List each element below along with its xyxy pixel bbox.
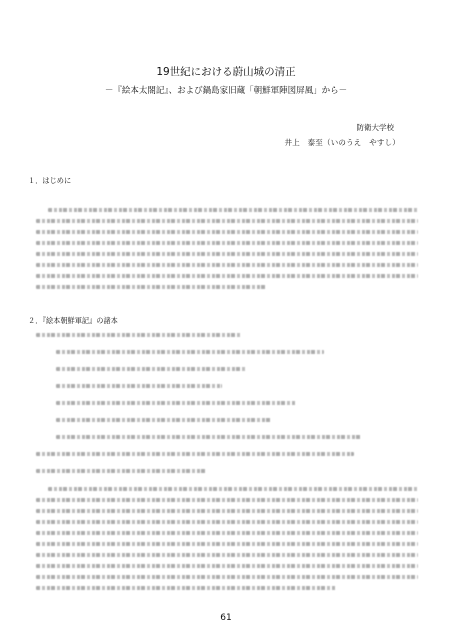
section-heading-introduction: １．はじめに xyxy=(28,176,72,185)
text-line xyxy=(36,586,336,590)
text-line xyxy=(48,208,418,212)
page-number: 61 xyxy=(220,613,232,623)
list-item xyxy=(56,367,246,371)
text-line xyxy=(36,498,418,502)
author-name: 井上 泰至（いのうえ やすし） xyxy=(284,138,400,147)
text-line xyxy=(36,520,418,524)
list-item xyxy=(36,469,206,473)
author-affiliation: 防衛大学校 xyxy=(356,123,394,132)
text-line xyxy=(36,531,418,535)
section-heading-editions: ２．『絵本朝鮮軍記』の諸本 xyxy=(28,316,118,325)
text-line xyxy=(36,263,418,267)
list-item xyxy=(56,418,271,422)
text-line xyxy=(48,487,418,491)
text-line xyxy=(36,553,418,557)
text-line xyxy=(36,575,418,579)
list-item xyxy=(56,435,362,439)
text-line xyxy=(36,219,418,223)
text-line xyxy=(36,252,418,256)
text-line xyxy=(36,285,266,289)
paper-title: 19世紀における蔚山城の清正 xyxy=(156,66,296,78)
list-item xyxy=(56,401,296,405)
text-line xyxy=(36,509,418,513)
list-item xyxy=(56,384,222,388)
text-line xyxy=(36,564,418,568)
text-line xyxy=(36,241,418,245)
list-item xyxy=(56,350,324,354)
list-item xyxy=(36,452,354,456)
paper-subtitle: －『絵本太閤記』、および鍋島家旧蔵「朝鮮軍陣図屏風」から－ xyxy=(104,86,348,96)
text-line xyxy=(36,542,418,546)
list-item xyxy=(36,333,241,337)
text-line xyxy=(36,274,418,278)
text-line xyxy=(36,230,418,234)
